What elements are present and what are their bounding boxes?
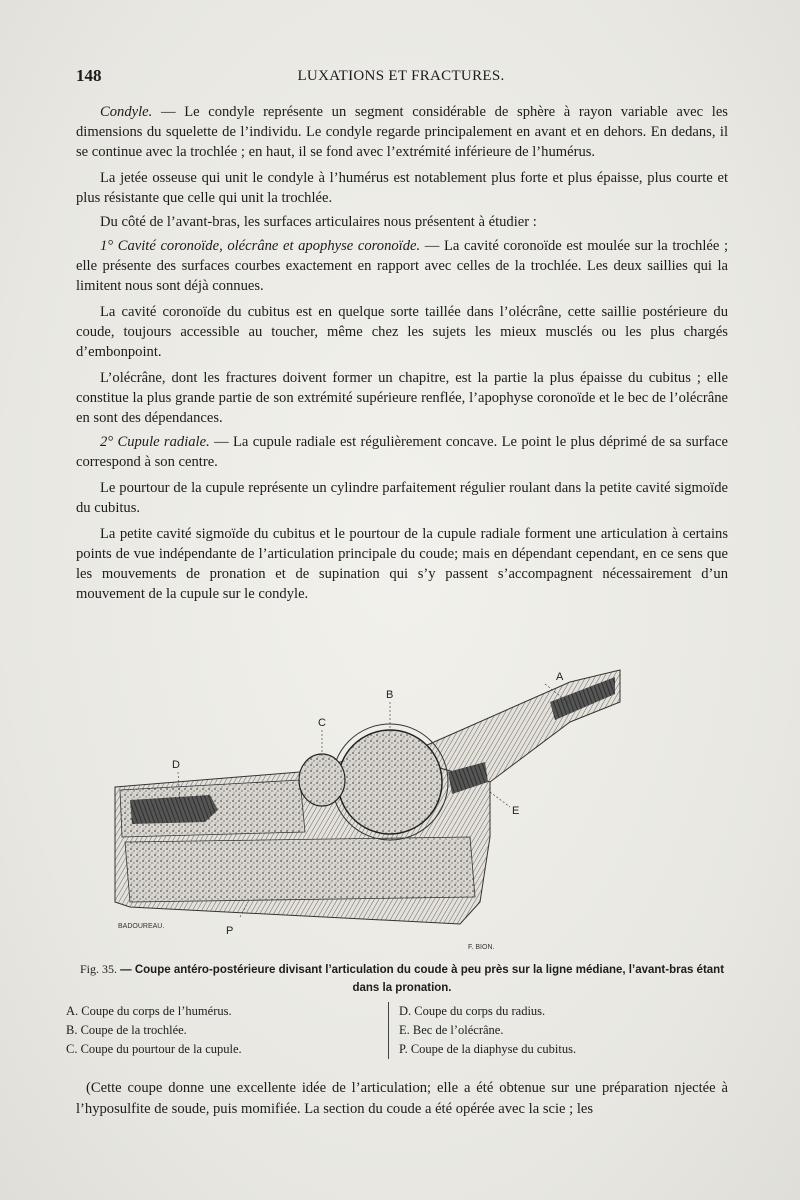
paragraph-coupe-note: (Cette coupe donne une excellente idée de l’articulation; elle a été obtenue sur une préparation njectée à l’hyposulfite de soude, puis momifiée. La section du coude a été opérée avec la scie ; les <box>76 1080 728 1117</box>
legend-right-column <box>388 1002 576 1059</box>
legend-item-a: A. Coupe du corps de l’humérus. <box>66 1004 232 1018</box>
page-number: 148 <box>76 66 102 85</box>
bottom-text <box>76 1078 728 1120</box>
engraver-signature-left: BADOUREAU. <box>118 923 165 930</box>
paragraph-condyle: Condyle. — Le condyle représente un segment considérable de sphère à rayon variable avec les dimensions du squelette de l’individu. Le condyle regarde principalement en avant et en dehors. En dedans, il se continue avec la trochlée ; en haut, il se fond avec l’extrémité inférieure de l’humérus. <box>76 104 728 160</box>
figure-label-a: A <box>556 671 564 683</box>
legend-item-d: D. Coupe du corps du radius. <box>399 1004 546 1018</box>
running-title: LUXATIONS ET FRACTURES. <box>297 68 505 84</box>
paragraph-cupule-radiale: 2° Cupule radiale. — La cupule radiale est régulièrement concave. Le point le plus déprimé de sa surface correspond à son centre. <box>76 434 728 470</box>
elbow-section-engraving <box>100 662 700 952</box>
paragraph-avant-bras: Du côté de l’avant-bras, les surfaces articulaires nous présentent à étudier : <box>100 214 537 230</box>
paragraph-pourtour: Le pourtour de la cupule représente un cylindre parfaitement régulier roulant dans la petite cavité sigmoïde du cubitus. <box>76 480 728 516</box>
paragraph-cavite-coronoide: 1° Cavité coronoïde, olécrâne et apophyse coronoïde. — La cavité coronoïde est moulée sur la trochlée ; elle présente des surfaces courbes exactement en rapport avec celles de la trochlée. Les deux saillies qui la limitent nous sont déjà connues. <box>76 238 729 294</box>
figure-label-p: P <box>226 925 234 937</box>
legend-item-p: P. Coupe de la diaphyse du cubitus. <box>399 1042 577 1056</box>
figure-number: Fig. 35. <box>79 962 117 976</box>
paragraph-cubitus: La cavité coronoïde du cubitus est en quelque sorte taillée dans l’olécrâne, cette saillie postérieure du coude, toujours accessible au toucher, même chez les sujets les mieux musclés ou les plus chargés d’embonpoint. <box>76 304 728 360</box>
figure-label-d: D <box>172 759 180 771</box>
figure-label-e: E <box>512 805 520 817</box>
legend-item-e: E. Bec de l’olécrâne. <box>399 1023 504 1037</box>
page-header <box>76 66 726 90</box>
figure-caption <box>76 960 728 997</box>
figure-legend <box>66 1002 716 1066</box>
legend-item-b: B. Coupe de la trochlée. <box>66 1023 187 1037</box>
paragraph-jetee: La jetée osseuse qui unit le condyle à l’humérus est notablement plus forte et plus épaisse, plus courte et plus résistante que celle qui unit la trochlée. <box>76 170 728 206</box>
paragraph-sigmoide: La petite cavité sigmoïde du cubitus et le pourtour de la cupule radiale forment une articulation à certains points de vue indépendante de l’articulation principale du coude; mais en dépendant cependant, en ce sens que les mouvements de pronation et de supination qui s’y passent s’accompagnent nécessairement d’un mouvement de la cupule sur le condyle. <box>76 526 728 602</box>
paragraph-olecrane: L’olécrâne, dont les fractures doivent former un chapitre, est la partie la plus épaisse du cubitus ; elle constitue la plus grande partie de son extrémité supérieure renflée, l’apophyse coronoïde et le bec de l’olécrâne en sont des dépendances. <box>76 370 728 426</box>
figure-label-c: C <box>318 717 326 729</box>
figure-elbow-section <box>100 662 700 952</box>
engraver-signature-right: F. BION. <box>468 944 495 951</box>
body-text <box>76 102 728 608</box>
legend-left-column <box>66 1002 242 1059</box>
legend-item-c: C. Coupe du pourtour de la cupule. <box>66 1042 242 1056</box>
caption-text: — Coupe antéro-postérieure divisant l’articulation du coude à peu près sur la ligne médiane, l’avant-bras étant dans la pronation. <box>116 964 725 994</box>
figure-label-b: B <box>386 689 394 701</box>
